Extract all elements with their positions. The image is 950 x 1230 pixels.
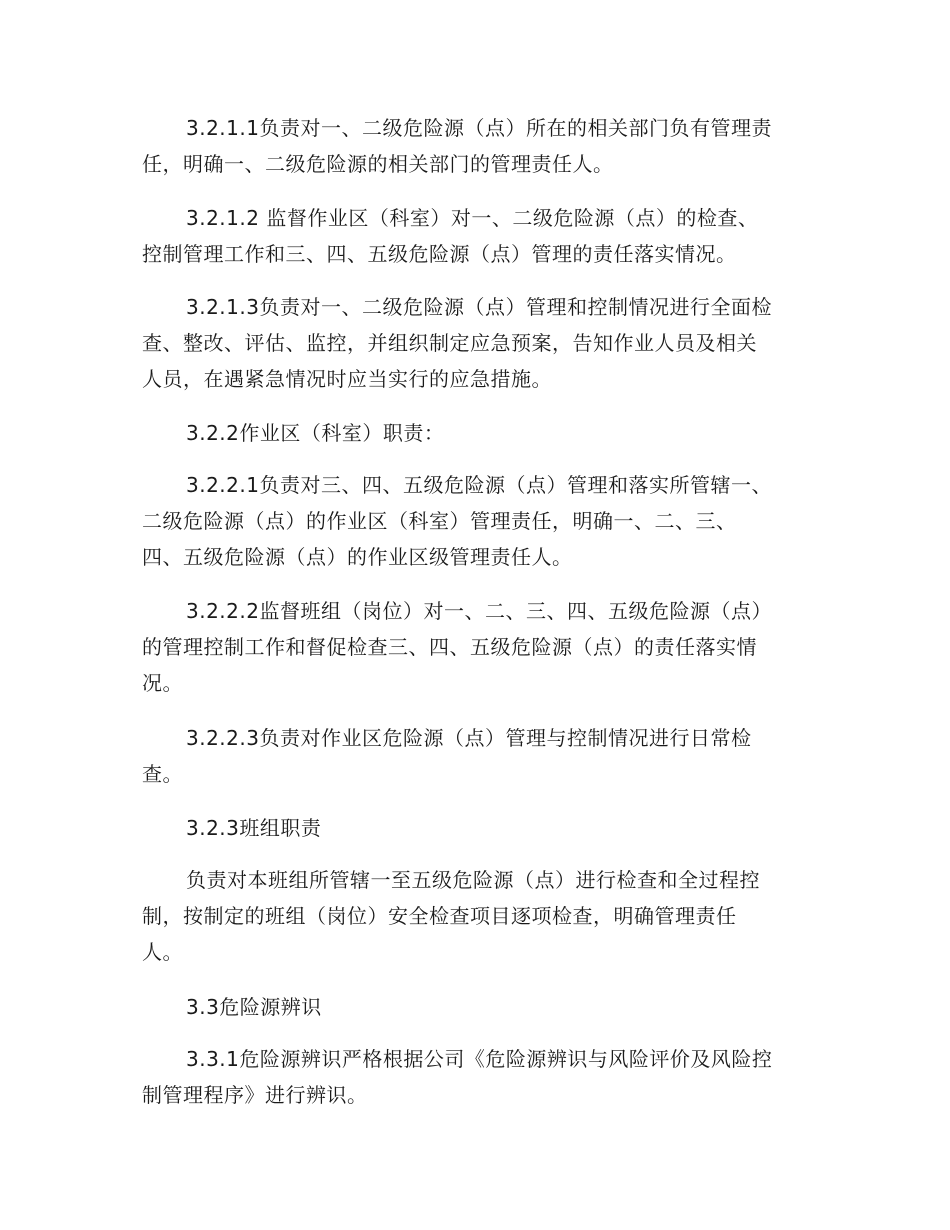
- paragraph-line: 3.3.1危险源辨识严格根据公司《危险源辨识与风险评价及风险控: [186, 1047, 773, 1071]
- paragraph-3-2-2-2: [142, 593, 822, 701]
- paragraph-line: 3.2.1.1负责对一、二级危险源（点）所在的相关部门负有管理责: [186, 116, 772, 140]
- paragraph-line: 查。: [142, 762, 183, 786]
- section-heading: 3.3危险源辨识: [186, 995, 322, 1019]
- paragraph-3-3-1: [142, 1041, 822, 1113]
- paragraph-line: 四、五级危险源（点）的作业区级管理责任人。: [142, 545, 573, 569]
- paragraph-3-2-2-3: [142, 720, 822, 792]
- heading-3-2-2: [142, 415, 822, 451]
- paragraph-line: 3.2.2.3负责对作业区危险源（点）管理与控制情况进行日常检: [186, 726, 752, 750]
- paragraph-line: 任，明确一、二级危险源的相关部门的管理责任人。: [142, 152, 614, 176]
- paragraph-line: 制管理程序》进行辨识。: [142, 1083, 368, 1107]
- section-heading: 3.2.2作业区（科室）职责：: [186, 421, 445, 445]
- paragraph-line: 3.2.2.1负责对三、四、五级危险源（点）管理和落实所管辖一、: [186, 473, 772, 497]
- paragraph-line: 二级危险源（点）的作业区（科室）管理责任，明确一、二、三、: [142, 509, 737, 533]
- paragraph-team-duties: [142, 862, 822, 970]
- paragraph-3-2-2-1: [142, 467, 822, 575]
- paragraph-line: 查、整改、评估、监控，并组织制定应急预案，告知作业人员及相关: [142, 331, 757, 355]
- heading-3-3: [142, 989, 822, 1025]
- section-heading: 3.2.3班组职责: [186, 816, 322, 840]
- paragraph-line: 况。: [142, 671, 183, 695]
- paragraph-line: 制，按制定的班组（岗位）安全检查项目逐项检查，明确管理责任: [142, 904, 737, 928]
- paragraph-line: 人员，在遇紧急情况时应当实行的应急措施。: [142, 367, 552, 391]
- paragraph-line: 负责对本班组所管辖一至五级危险源（点）进行检查和全过程控: [186, 868, 760, 892]
- paragraph-3-2-1-1: [142, 110, 822, 182]
- heading-3-2-3: [142, 810, 822, 846]
- paragraph-line: 3.2.2.2监督班组（岗位）对一、二、三、四、五级危险源（点）: [186, 599, 772, 623]
- paragraph-line: 人。: [142, 940, 183, 964]
- paragraph-line: 的管理控制工作和督促检查三、四、五级危险源（点）的责任落实情: [142, 635, 757, 659]
- paragraph-line: 3.2.1.2 监督作业区（科室）对一、二级危险源（点）的检查、: [186, 206, 759, 230]
- paragraph-3-2-1-2: [142, 200, 822, 272]
- paragraph-line: 控制管理工作和三、四、五级危险源（点）管理的责任落实情况。: [142, 242, 737, 266]
- paragraph-line: 3.2.1.3负责对一、二级危险源（点）管理和控制情况进行全面检: [186, 295, 772, 319]
- paragraph-3-2-1-3: [142, 289, 822, 397]
